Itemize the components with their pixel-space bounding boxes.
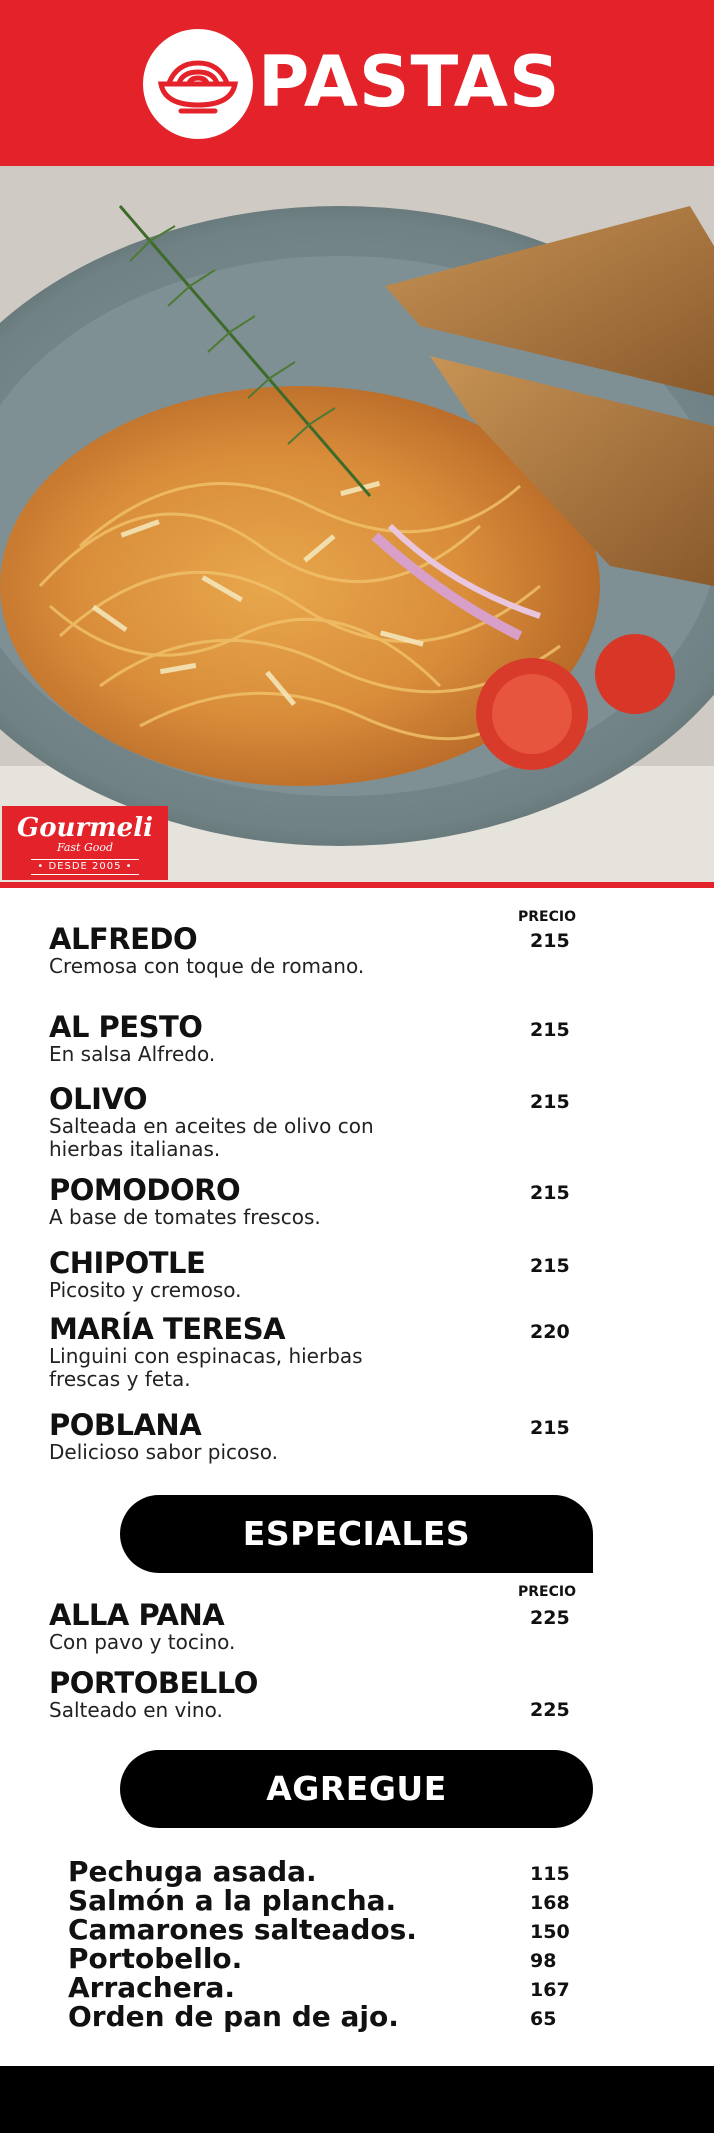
brand-tagline: Fast Good xyxy=(56,841,114,854)
menu-header xyxy=(0,0,714,166)
divider xyxy=(0,882,714,888)
section-title: ESPECIALES xyxy=(242,1514,471,1553)
section-title: AGREGUE xyxy=(266,1769,447,1808)
spaghetti-plate-icon xyxy=(143,29,253,139)
addon-item: Portobello. xyxy=(68,1942,243,1975)
item-price: 215 xyxy=(530,930,570,952)
page-title: PASTAS xyxy=(258,41,561,123)
item-price: 215 xyxy=(530,1091,570,1113)
item-price: 215 xyxy=(530,1255,570,1277)
addon-item: Pechuga asada. xyxy=(68,1855,317,1888)
addon-price: 98 xyxy=(530,1950,557,1972)
agregue-banner xyxy=(120,1750,593,1828)
item-price: 215 xyxy=(530,1182,570,1204)
pasta-dish-photo xyxy=(0,166,714,882)
item-price: 225 xyxy=(530,1607,570,1629)
item-price: 215 xyxy=(530,1417,570,1439)
gourmeli-logo xyxy=(2,806,168,880)
menu-item: MARÍA TERESA Linguini con espinacas, hierbas frescas y feta. xyxy=(49,1312,363,1391)
menu-item: ALFREDO Cremosa con toque de romano. xyxy=(49,922,365,978)
menu-item: ALLA PANA Con pavo y tocino. xyxy=(49,1598,236,1654)
addon-price: 150 xyxy=(530,1921,570,1943)
menu-item: AL PESTO En salsa Alfredo. xyxy=(49,1010,216,1066)
item-price: 225 xyxy=(530,1699,570,1721)
item-price: 215 xyxy=(530,1019,570,1041)
price-header: PRECIO xyxy=(518,1584,576,1600)
addon-price: 65 xyxy=(530,2008,557,2030)
footer-bar xyxy=(0,2066,714,2133)
price-header: PRECIO xyxy=(518,909,576,925)
menu-item: POMODORO A base de tomates frescos. xyxy=(49,1173,321,1229)
menu-item: CHIPOTLE Picosito y cremoso. xyxy=(49,1246,242,1302)
addon-price: 167 xyxy=(530,1979,570,2001)
addon-item: Salmón a la plancha. xyxy=(68,1884,397,1917)
addon-item: Arrachera. xyxy=(68,1971,236,2004)
menu-item: POBLANA Delicioso sabor picoso. xyxy=(49,1408,278,1464)
addon-item: Camarones salteados. xyxy=(68,1913,417,1946)
menu-item: OLIVO Salteada en aceites de olivo con hierbas italianas. xyxy=(49,1082,374,1161)
addon-price: 115 xyxy=(530,1863,570,1885)
brand-name: Gourmeli xyxy=(17,813,153,843)
especiales-banner xyxy=(120,1495,593,1573)
menu-item: PORTOBELLO Salteado en vino. xyxy=(49,1666,258,1722)
item-price: 220 xyxy=(530,1321,570,1343)
addon-price: 168 xyxy=(530,1892,570,1914)
brand-since: • DESDE 2005 • xyxy=(31,859,138,875)
addon-item: Orden de pan de ajo. xyxy=(68,2000,399,2033)
